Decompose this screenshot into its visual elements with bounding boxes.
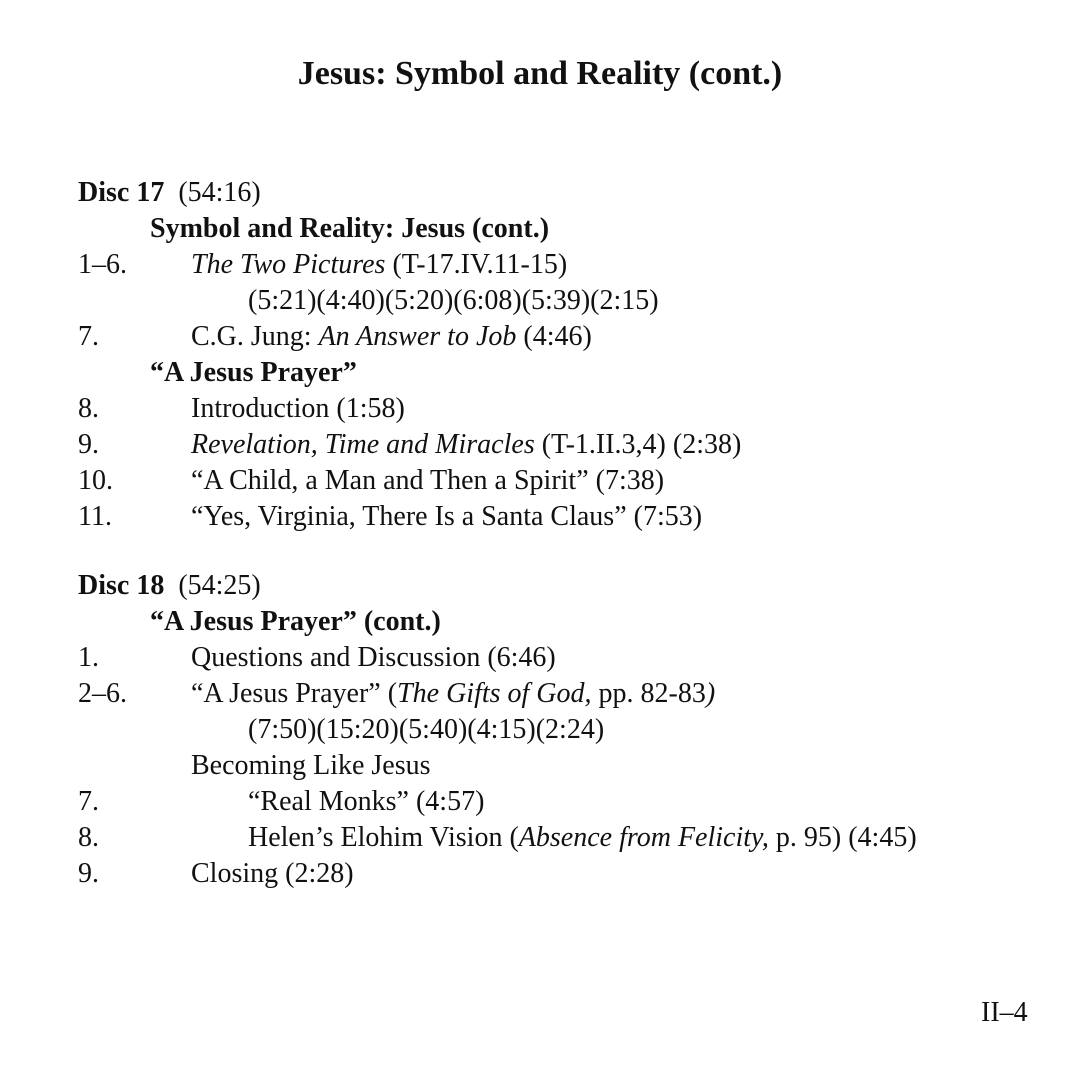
disc17-duration: (54:16) xyxy=(178,177,261,208)
disc18-duration: (54:25) xyxy=(178,570,261,601)
disc18-section-heading: “A Jesus Prayer” (cont.) xyxy=(150,606,441,637)
track-times: (5:21)(4:40)(5:20)(6:08)(5:39)(2:15) xyxy=(248,285,659,316)
track-number: 7. xyxy=(78,321,99,352)
track-title: “Real Monks” (4:57) xyxy=(248,786,485,817)
track-prefix: Helen’s Elohim Vision ( xyxy=(248,822,519,853)
track-title: “Yes, Virginia, There Is a Santa Claus” (7:53) xyxy=(191,501,703,532)
track-close-paren: ) xyxy=(705,678,716,709)
track-number: 11. xyxy=(78,501,112,532)
track-title-italic: Revelation, Time and Miracles xyxy=(191,429,535,460)
track-suffix: p. 95) (4:45) xyxy=(768,822,917,853)
track-title xyxy=(191,319,592,355)
track-title: Questions and Discussion (6:46) xyxy=(191,642,556,673)
disc17-label: Disc 17 xyxy=(78,177,165,208)
track-number: 1. xyxy=(78,642,99,673)
track-title xyxy=(191,676,715,712)
disc17-section-heading: Symbol and Reality: Jesus (cont.) xyxy=(150,213,550,244)
track-reference: (T-1.II.3,4) (2:38) xyxy=(534,429,742,460)
track-number: 8. xyxy=(78,393,99,424)
track-number: 1–6. xyxy=(78,249,127,280)
track-times: (7:50)(15:20)(5:40)(4:15)(2:24) xyxy=(248,714,605,745)
track-title xyxy=(248,820,917,856)
prayer-heading: “A Jesus Prayer” xyxy=(150,357,357,388)
track-prefix: “A Jesus Prayer” ( xyxy=(191,678,398,709)
track-number: 2–6. xyxy=(78,678,127,709)
track-number: 8. xyxy=(78,822,99,853)
track-number: 9. xyxy=(78,429,99,460)
track-title xyxy=(191,427,741,463)
track-title-italic: The Gifts of God, xyxy=(397,678,592,709)
page-number: II–4 xyxy=(981,997,1028,1028)
subheading: Becoming Like Jesus xyxy=(191,750,431,781)
track-title-italic: Absence from Felicity, xyxy=(518,822,769,853)
track-prefix: C.G. Jung: xyxy=(191,321,319,352)
track-time: (4:46) xyxy=(516,321,592,352)
track-number: 7. xyxy=(78,786,99,817)
track-title: Introduction (1:58) xyxy=(191,393,405,424)
track-title xyxy=(191,247,567,283)
disc18-label: Disc 18 xyxy=(78,570,165,601)
track-title-italic: An Answer to Job xyxy=(318,321,517,352)
track-number: 10. xyxy=(78,465,113,496)
track-reference: (T-17.IV.11-15) xyxy=(385,249,568,280)
track-title-italic: The Two Pictures xyxy=(191,249,386,280)
track-pages: pp. 82-83 xyxy=(591,678,706,709)
track-title: Closing (2:28) xyxy=(191,858,354,889)
page-title: Jesus: Symbol and Reality (cont.) xyxy=(297,55,783,92)
track-number: 9. xyxy=(78,858,99,889)
track-title: “A Child, a Man and Then a Spirit” (7:38) xyxy=(191,465,665,496)
